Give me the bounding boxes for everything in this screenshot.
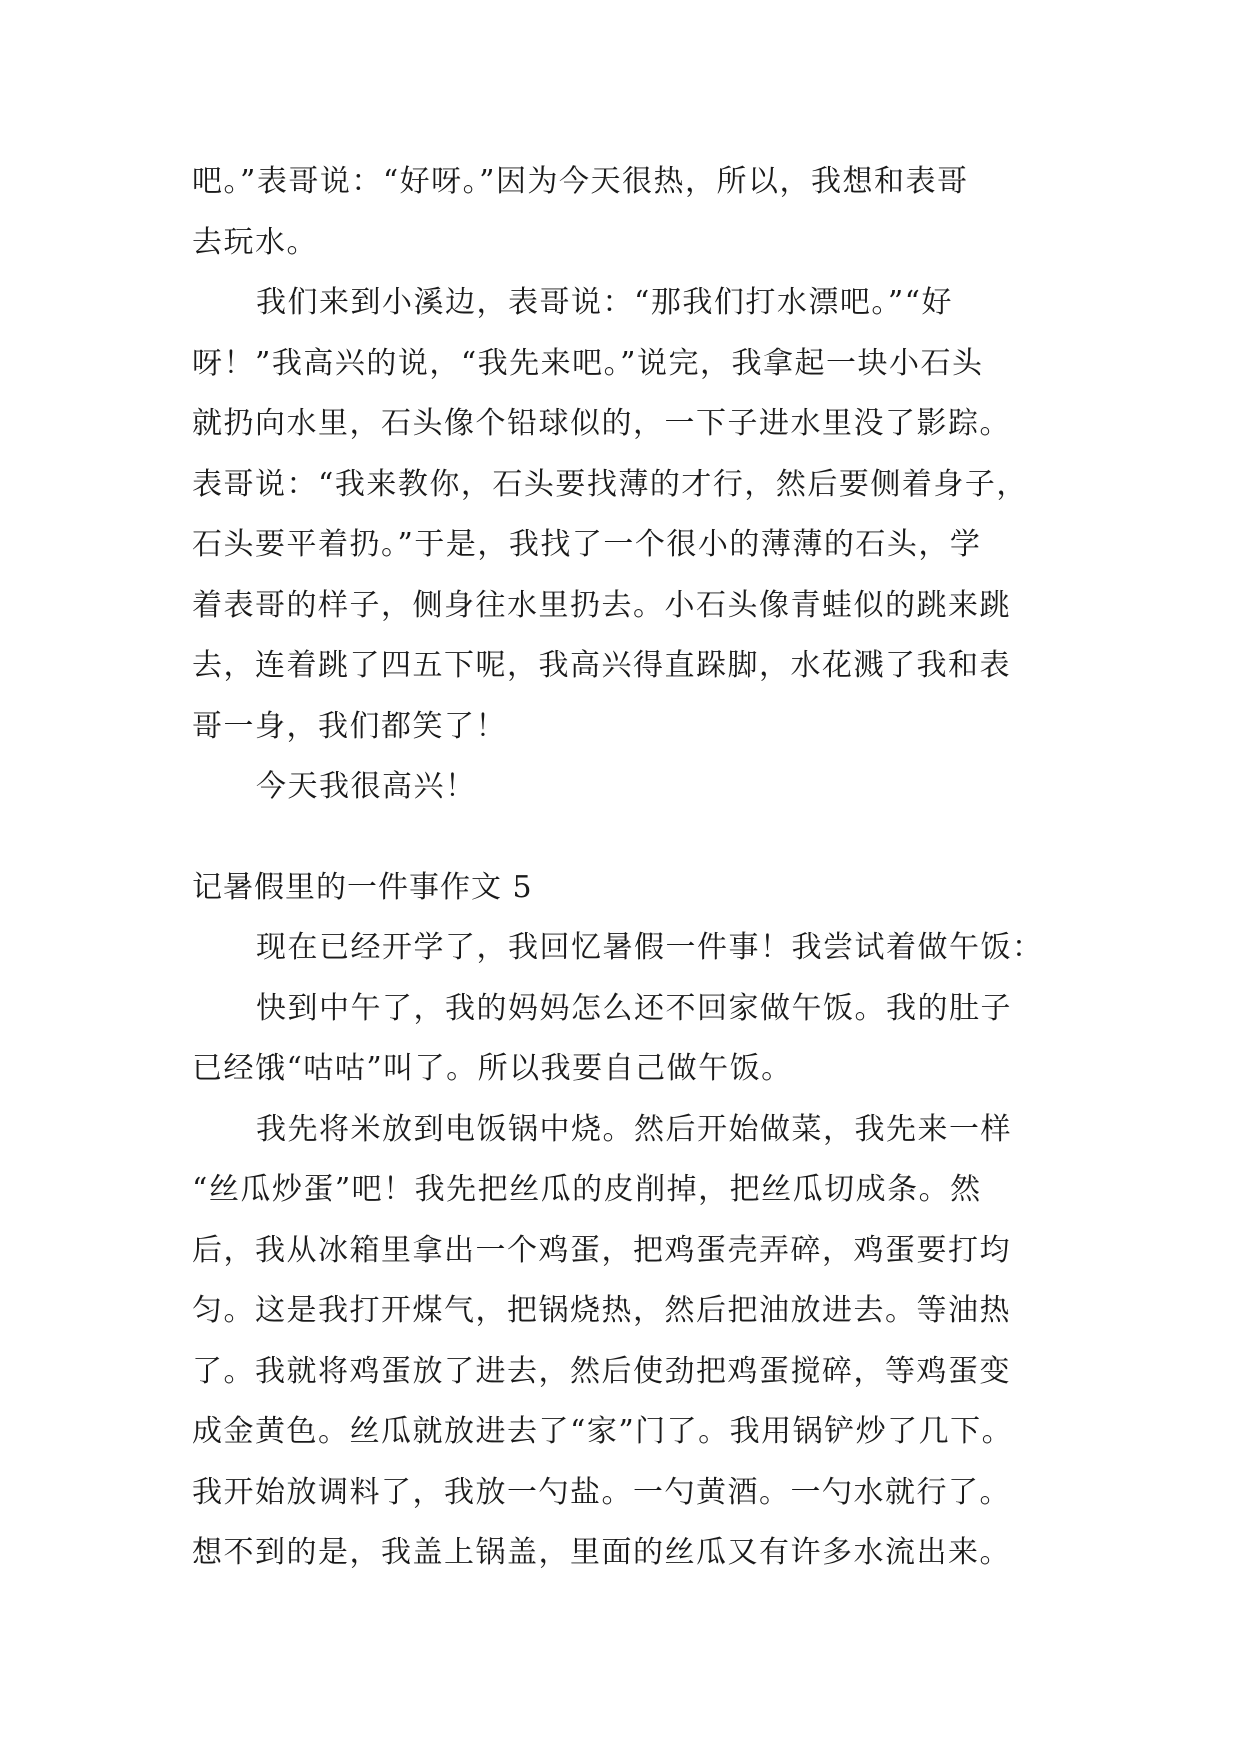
paragraph-line: 就扔向水里，石头像个铅球似的，一下子进水里没了影踪。 <box>192 406 1011 441</box>
paragraph-line: 现在已经开学了，我回忆暑假一件事！我尝试着做午饭： <box>256 930 1044 965</box>
paragraph-line: 今天我很高兴！ <box>256 769 477 804</box>
section-b <box>192 918 1072 1584</box>
paragraph-line: 石头要平着扔。”于是，我找了一个很小的薄薄的石头，学 <box>192 527 982 562</box>
paragraph-line: 成金黄色。丝瓜就放进去了“家”门了。我用锅铲炒了几下。 <box>192 1414 1014 1449</box>
paragraph-line: 想不到的是，我盖上锅盖，里面的丝瓜又有许多水流出来。 <box>192 1535 1011 1570</box>
paragraph-line: 去玩水。 <box>192 224 318 260</box>
paragraph-line: 吧。”表哥说：“好呀。”因为今天很热，所以，我想和表哥 <box>192 164 969 199</box>
paragraph-line: 匀。这是我打开煤气，把锅烧热，然后把油放进去。等油热 <box>192 1293 1011 1328</box>
paragraph-line: 我开始放调料了，我放一勺盐。一勺黄酒。一勺水就行了。 <box>192 1474 1011 1510</box>
paragraph-line: 哥一身，我们都笑了！ <box>192 708 507 744</box>
paragraph-line: 快到中午了，我的妈妈怎么还不回家做午饭。我的肚子 <box>256 990 1012 1026</box>
section-a <box>192 152 1072 818</box>
paragraph-line: 表哥说：“我来教你，石头要找薄的才行，然后要侧着身子， <box>192 466 1028 502</box>
paragraph-line: “丝瓜炒蛋”吧！我先把丝瓜的皮削掉，把丝瓜切成条。然 <box>192 1172 982 1207</box>
paragraph-line: 我先将米放到电饭锅中烧。然后开始做菜，我先来一样 <box>256 1111 1012 1147</box>
essay-heading: 记暑假里的一件事作文 5 <box>192 870 533 905</box>
paragraph-line: 已经饿“咕咕”叫了。所以我要自己做午饭。 <box>192 1051 793 1086</box>
paragraph-line: 我们来到小溪边，表哥说：“那我们打水漂吧。”“好 <box>256 285 954 320</box>
paragraph-line: 着表哥的样子，侧身往水里扔去。小石头像青蛙似的跳来跳 <box>192 587 1011 623</box>
paragraph-line: 了。我就将鸡蛋放了进去，然后使劲把鸡蛋搅碎，等鸡蛋变 <box>192 1353 1011 1389</box>
paragraph-line: 后，我从冰箱里拿出一个鸡蛋，把鸡蛋壳弄碎，鸡蛋要打均 <box>192 1232 1011 1268</box>
paragraph-line: 呀！”我高兴的说，“我先来吧。”说完，我拿起一块小石头 <box>192 345 984 381</box>
paragraph-line: 去，连着跳了四五下呢，我高兴得直跺脚，水花溅了我和表 <box>192 648 1011 683</box>
